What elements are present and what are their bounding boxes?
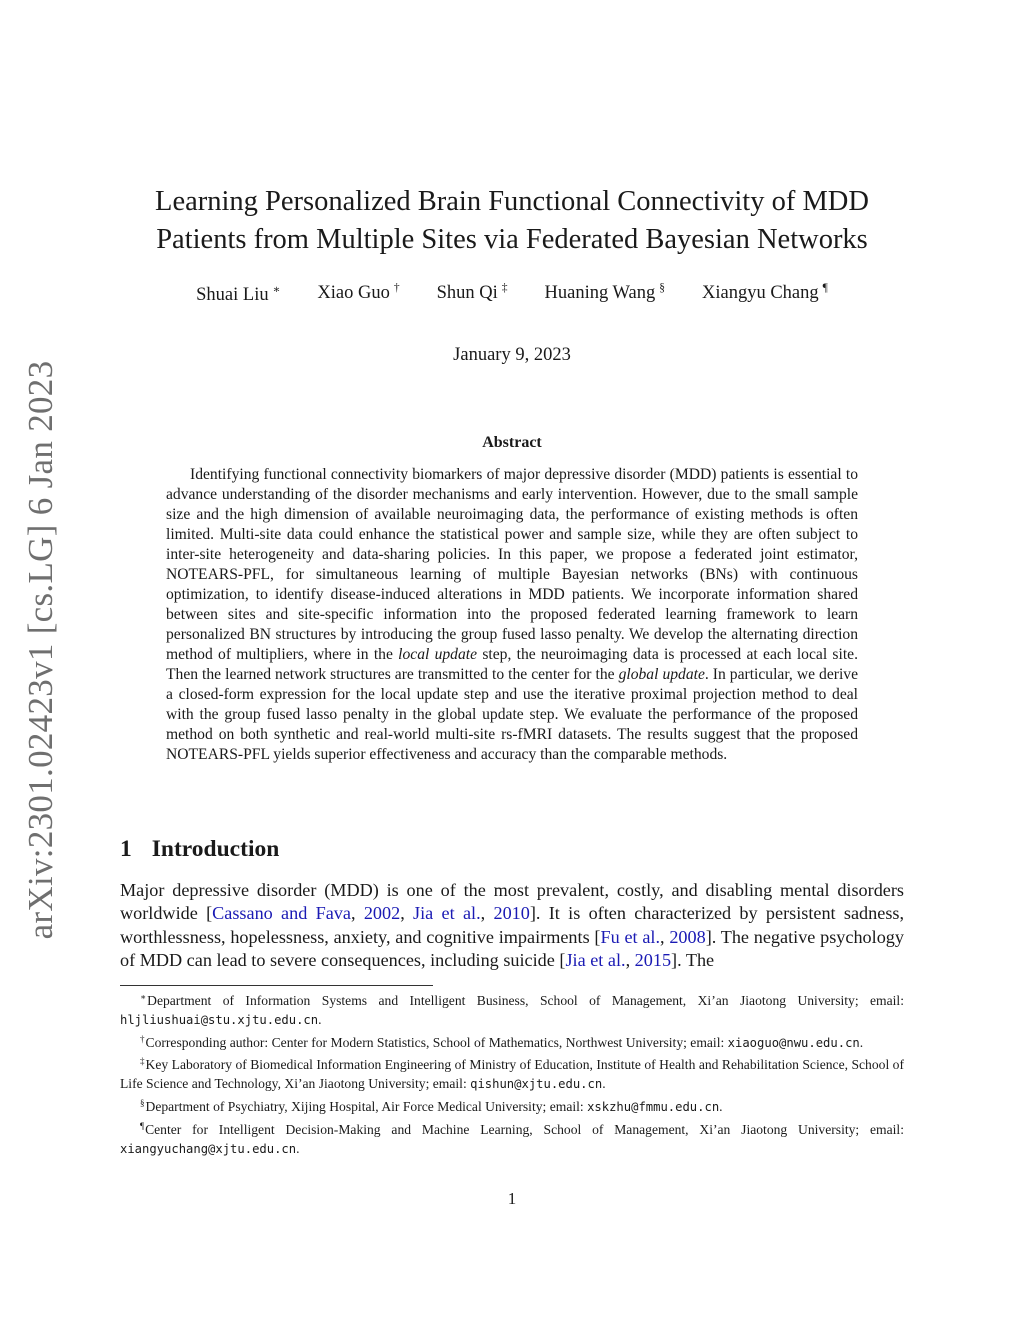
footnote-1 xyxy=(120,988,904,1030)
citation-link[interactable]: Jia et al. xyxy=(565,949,626,970)
citation-link[interactable]: 2010 xyxy=(493,903,530,924)
footnote-text: Key Laboratory of Biomedical Information Engineering of Ministry of Education, Institute of Health and Rehabilitation Science, School of Life Science and Technology, Xi’an Jiaotong University; email: xyxy=(120,1057,904,1092)
footnote-text: Corresponding author: Center for Modern Statistics, School of Mathematics, Northwest University; email: xyxy=(145,1034,728,1050)
intro-text: , xyxy=(660,926,670,947)
citation-link[interactable]: Cassano and Fava xyxy=(212,903,351,924)
citation-link[interactable]: 2002 xyxy=(363,903,401,924)
footnote-mark: ¶ xyxy=(140,1120,145,1131)
section-number: 1 xyxy=(120,836,132,862)
author-name: Shun Qi xyxy=(436,283,498,303)
author-footnote-mark[interactable]: ‡ xyxy=(501,282,508,294)
email-address[interactable]: xiangyuchang@xjtu.edu.cn xyxy=(120,1141,297,1156)
section-title: Introduction xyxy=(151,836,280,862)
footnote-text: . xyxy=(602,1076,606,1092)
footnote-2 xyxy=(120,1030,904,1053)
footnote-text: Department of Psychiatry, Xijing Hospital, Air Force Medical University; email: xyxy=(145,1098,588,1114)
author-footnote-mark[interactable]: ∗ xyxy=(272,284,281,296)
footnote-text: Center for Intelligent Decision-Making and Machine Learning, School of Management, Xi’an Jiaotong University; email: xyxy=(145,1121,904,1137)
author-4 xyxy=(545,282,665,306)
intro-text: Major depressive disorder (MDD) is one of the most prevalent, costly, and disabling mental disorders worldwide [ xyxy=(120,880,904,924)
email-address[interactable]: hljliushuai@stu.xjtu.edu.cn xyxy=(120,1012,319,1027)
page-number: 1 xyxy=(507,1189,517,1208)
citation-link[interactable]: Fu et al. xyxy=(600,926,660,947)
author-1 xyxy=(196,282,280,306)
author-2 xyxy=(317,282,399,306)
title-line-1: Learning Personalized Brain Functional Connectivity of MDD xyxy=(155,186,869,217)
author-5 xyxy=(702,282,828,306)
citation-link[interactable]: 2008 xyxy=(669,926,706,947)
abstract-heading: Abstract xyxy=(482,434,542,451)
email-address[interactable]: xiaoguo@nwu.edu.cn xyxy=(727,1035,860,1050)
section-heading xyxy=(120,836,279,863)
author-name: Xiao Guo xyxy=(317,283,390,303)
abstract-body xyxy=(166,465,858,765)
author-name: Xiangyu Chang xyxy=(702,283,819,303)
title-line-2: Patients from Multiple Sites via Federated Bayesian Networks xyxy=(156,224,868,255)
footnote-text: . xyxy=(296,1140,300,1156)
introduction-paragraph xyxy=(120,879,904,972)
footnote-mark: § xyxy=(140,1097,145,1108)
footnote-4 xyxy=(120,1094,904,1117)
footnote-mark: ∗ xyxy=(140,992,147,1002)
abstract-emphasis: global update xyxy=(618,666,705,683)
intro-text: ]. The negative psychology of MDD can lead to severe consequences, including suicide [ xyxy=(120,926,904,970)
abstract-text: . In particular, we derive a closed-form expression for the local update step and use the iterative proximal projection method to deal with the group fused lasso penalty in the global update step. We evaluate the performance of the proposed method on both synthetic and real-world multi-site rs-fMRI datasets. The results suggest that the proposed NOTEARS-PFL yields superior effectiveness and accuracy than the comparable methods. xyxy=(166,666,858,763)
footnote-text: . xyxy=(859,1034,864,1050)
footnote-divider xyxy=(120,985,433,986)
intro-text: , xyxy=(400,903,414,924)
footnote-5 xyxy=(120,1117,904,1159)
author-footnote-mark[interactable]: † xyxy=(393,282,400,294)
author-footnote-mark[interactable]: § xyxy=(659,282,665,294)
author-footnote-mark[interactable]: ¶ xyxy=(822,282,828,294)
citation-link[interactable]: 2015 xyxy=(634,949,672,970)
citation-link[interactable]: Jia et al. xyxy=(413,903,481,924)
intro-text: , xyxy=(480,903,494,924)
footnote-text: . xyxy=(318,1011,322,1027)
paper-title xyxy=(100,183,924,259)
footnote-3 xyxy=(120,1052,904,1094)
publication-date: January 9, 2023 xyxy=(453,345,571,365)
footnote-mark: † xyxy=(140,1033,145,1044)
author-3 xyxy=(437,282,508,306)
abstract-text: step, the neuroimaging data is processed at each local site. Then the learned network structures are transmitted to the center for the xyxy=(166,646,858,683)
email-address[interactable]: qishun@xjtu.edu.cn xyxy=(470,1077,603,1092)
footnotes xyxy=(120,988,904,1158)
author-list xyxy=(100,282,924,306)
arxiv-identifier-stamp: arXiv:2301.02423v1 [cs.LG] 6 Jan 2023 xyxy=(21,360,60,940)
email-address[interactable]: xskzhu@fmmu.edu.cn xyxy=(587,1099,720,1114)
author-name: Huaning Wang xyxy=(544,283,656,303)
footnote-text: . xyxy=(719,1098,723,1114)
abstract-text: Identifying functional connectivity biomarkers of major depressive disorder (MDD) patients is essential to advance understanding of the disorder mechanisms and early intervention. However, due to the small sample size and the high dimension of available neuroimaging data, the performance of existing methods is often limited. Multi-site data could enhance the statistical power and sample size, while they are often subject to inter-site heterogeneity and data-sharing policies. In this paper, we propose a federated joint estimator, NOTEARS-PFL, for simultaneous learning of multiple Bayesian networks (BNs) with continuous optimization, to identify disease-induced alterations in MDD patients. We incorporate information shared between sites and site-specific information into the proposed federated learning framework to learn personalized BN structures by introducing the group fused lasso penalty. We develop the alternating direction method of multipliers, where in the xyxy=(166,466,858,663)
footnote-text: Department of Information Systems and Intelligent Business, School of Management, Xi’an Jiaotong University; email: xyxy=(147,993,904,1008)
abstract-emphasis: local update xyxy=(398,646,478,663)
intro-text: , xyxy=(350,903,364,924)
intro-text: , xyxy=(625,949,635,970)
author-name: Shuai Liu xyxy=(196,285,269,305)
footnote-mark: ‡ xyxy=(140,1056,145,1067)
intro-text: ]. The xyxy=(671,949,715,970)
intro-text: ]. It is often characterized by persistent sadness, worthlessness, hopelessness, anxiety, and cognitive impairments [ xyxy=(120,903,905,947)
